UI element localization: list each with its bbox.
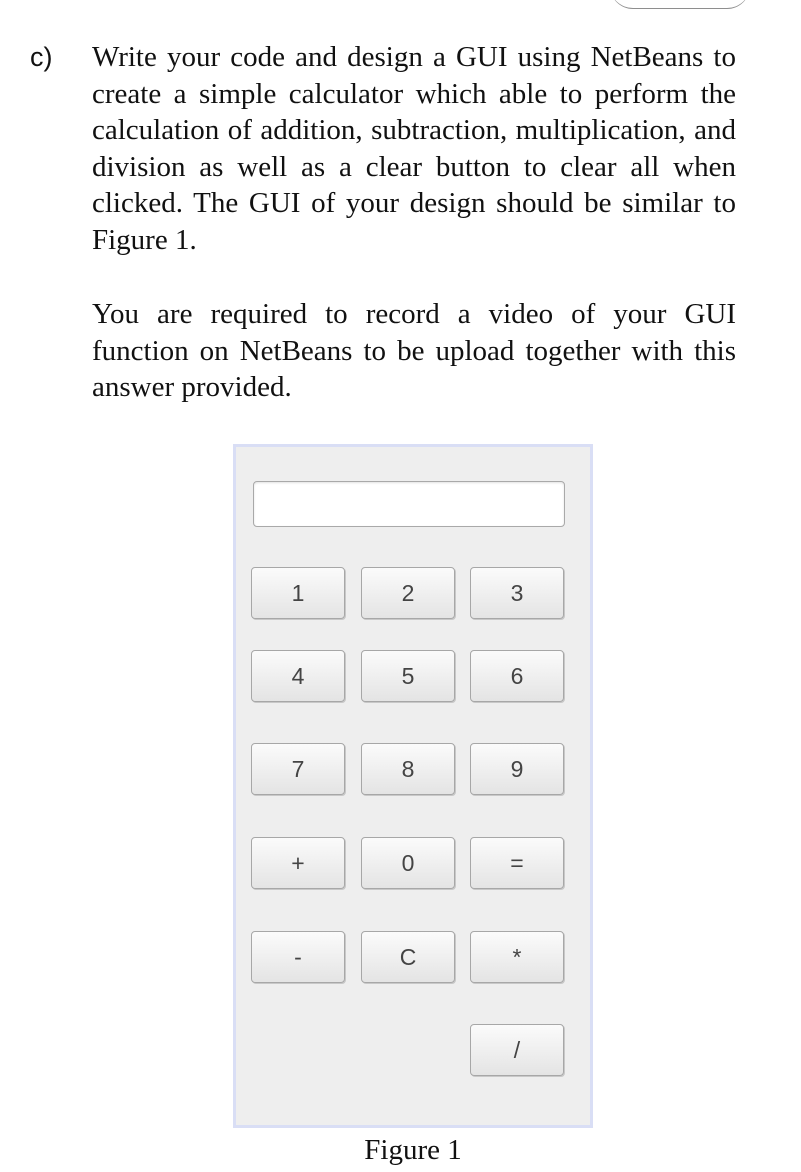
digit-6-button[interactable]: 6: [470, 650, 564, 702]
digit-2-button[interactable]: 2: [361, 567, 455, 619]
digit-7-button[interactable]: 7: [251, 743, 345, 795]
figure-caption: Figure 1: [364, 1134, 462, 1166]
page-edge-fragment: [610, 0, 750, 9]
calculator-display[interactable]: [253, 481, 565, 527]
digit-5-button[interactable]: 5: [361, 650, 455, 702]
digit-9-button[interactable]: 9: [470, 743, 564, 795]
calculator-figure: [233, 444, 593, 1128]
divide-button[interactable]: /: [470, 1024, 564, 1076]
plus-button[interactable]: +: [251, 837, 345, 889]
clear-button[interactable]: C: [361, 931, 455, 983]
digit-4-button[interactable]: 4: [251, 650, 345, 702]
multiply-button[interactable]: *: [470, 931, 564, 983]
digit-1-button[interactable]: 1: [251, 567, 345, 619]
requirement-note: You are required to record a video of your GUI function on NetBeans to be upload together with this answer provided.: [92, 298, 736, 403]
question-text: Write your code and design a GUI using NetBeans to create a simple calculator which able to perform the calculation of addition, subtraction, multiplication, and division as well as a clear button to clear all when clicked. The GUI of your design should be similar to Figure 1.: [92, 41, 736, 256]
digit-0-button[interactable]: 0: [361, 837, 455, 889]
equals-button[interactable]: =: [470, 837, 564, 889]
digit-8-button[interactable]: 8: [361, 743, 455, 795]
digit-3-button[interactable]: 3: [470, 567, 564, 619]
question-label: c): [30, 42, 53, 72]
minus-button[interactable]: -: [251, 931, 345, 983]
